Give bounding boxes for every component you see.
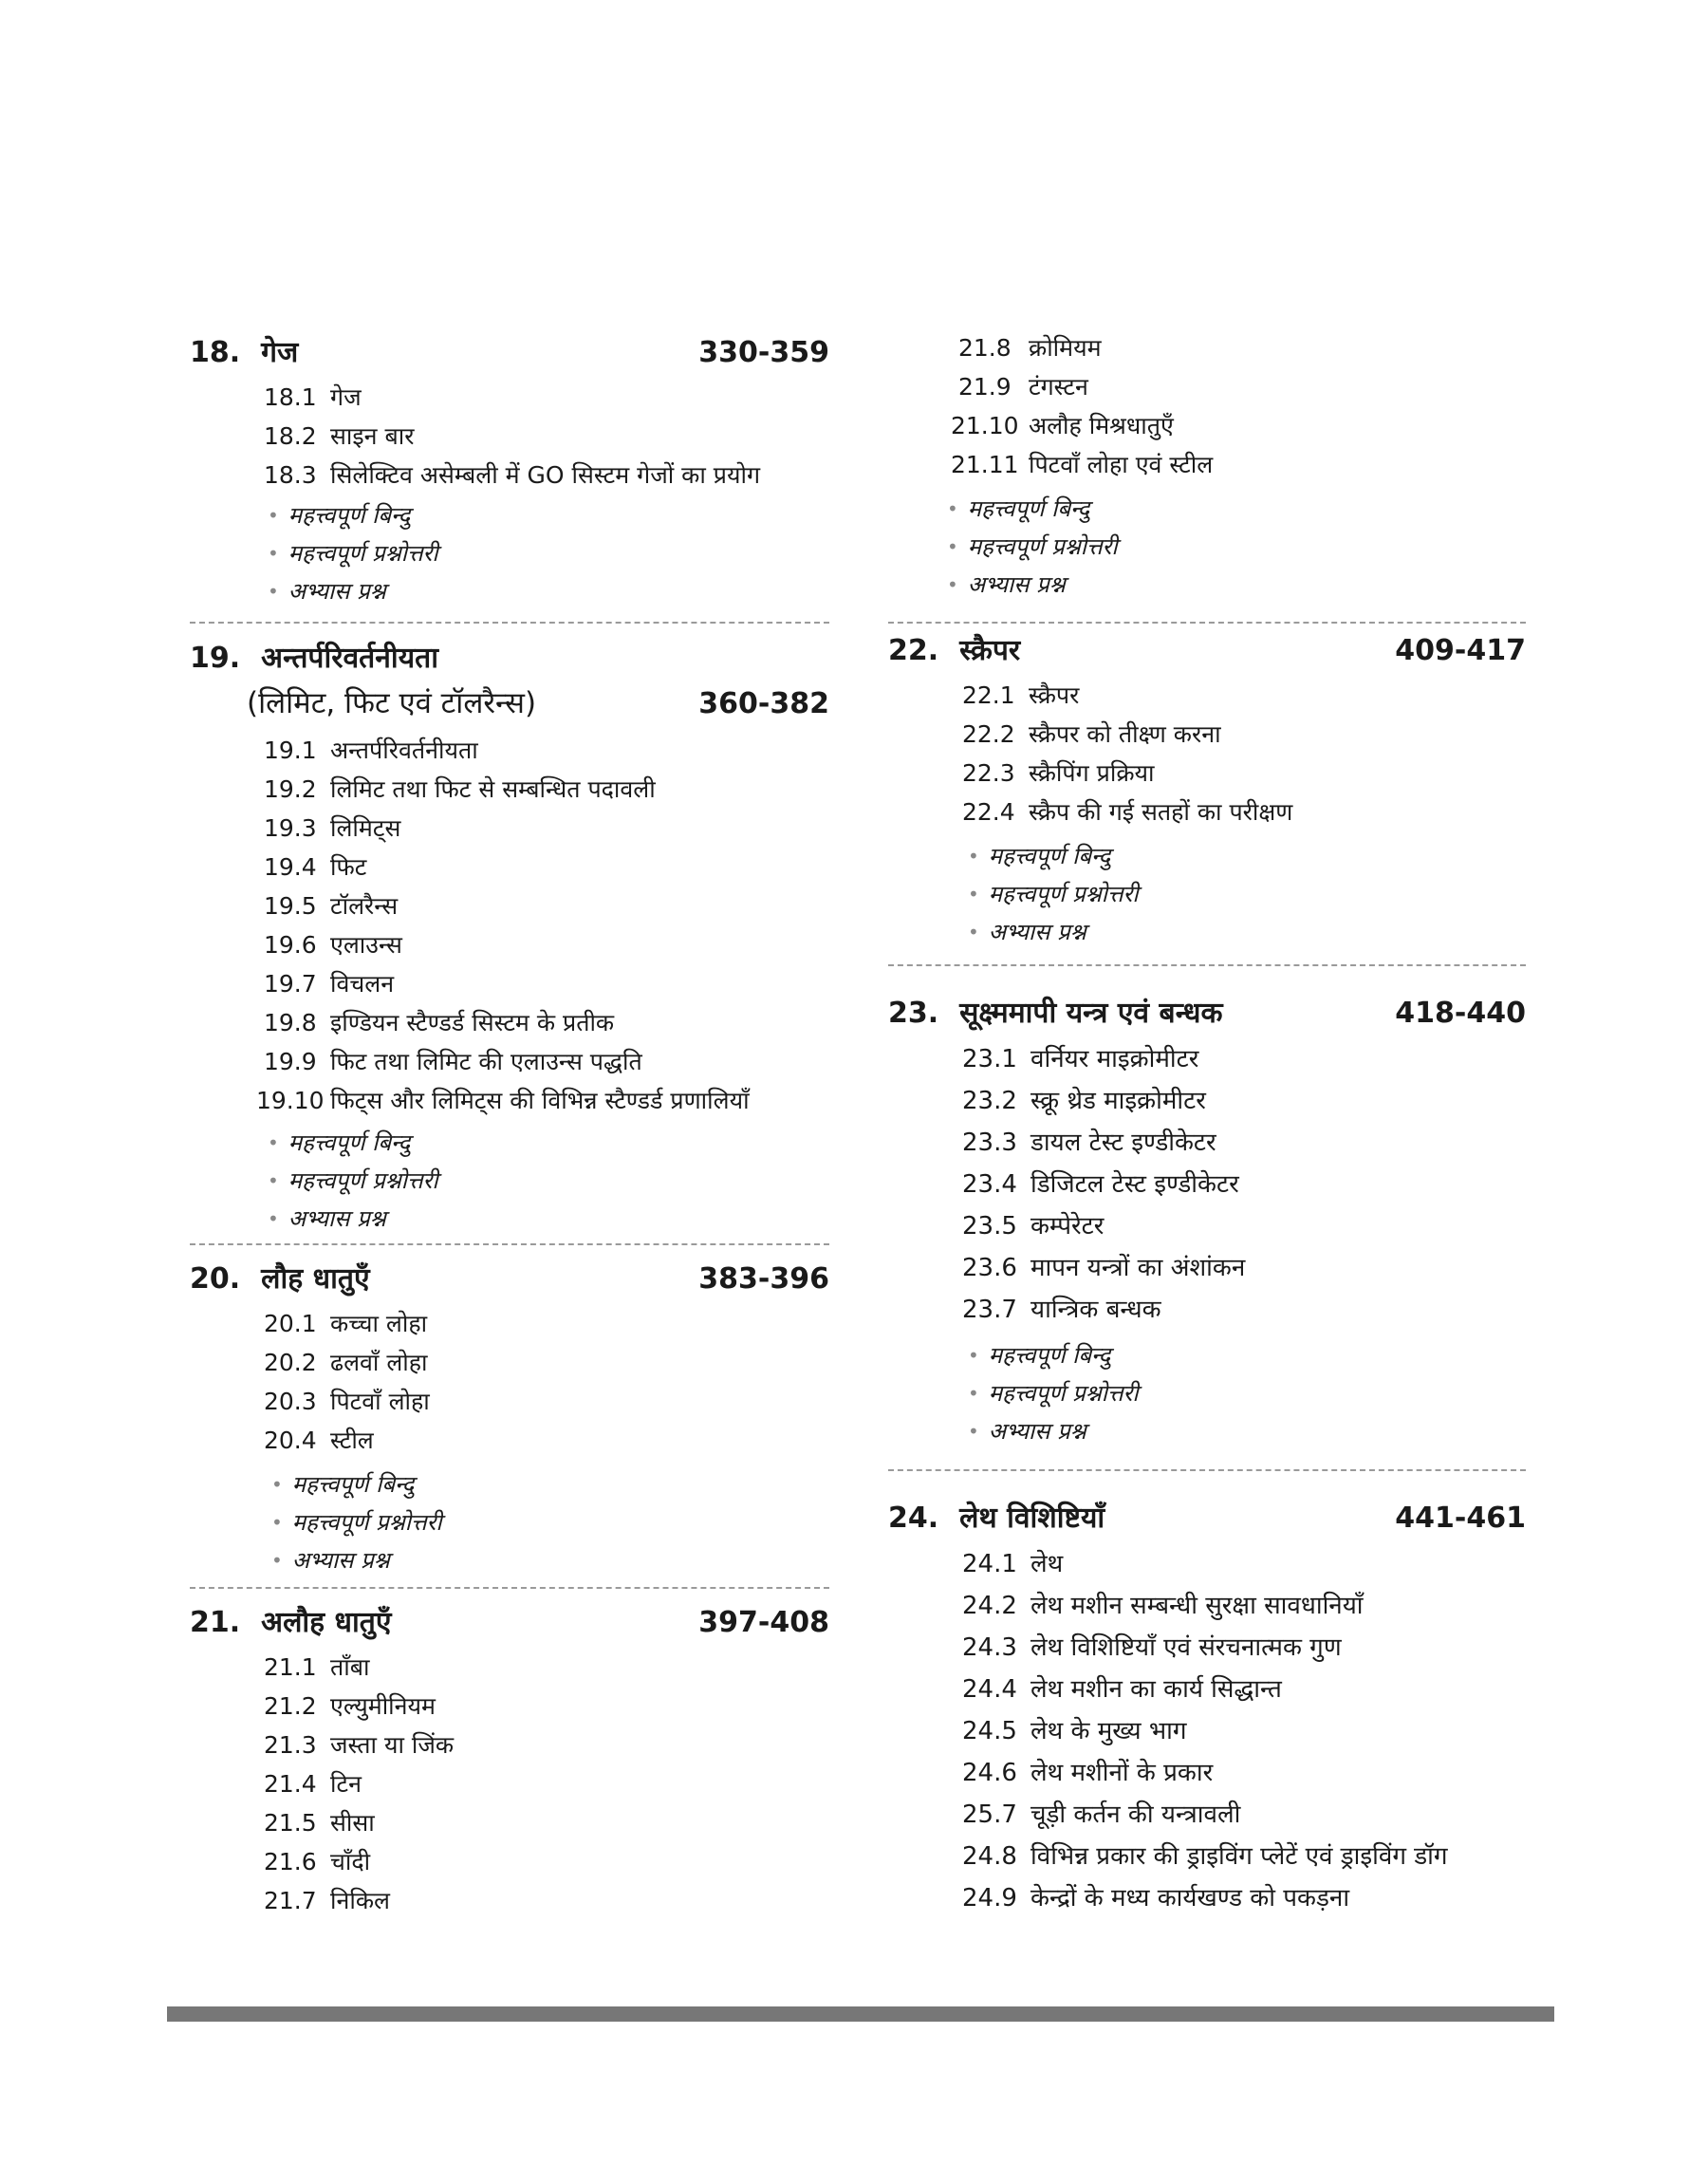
extra-label: अभ्यास प्रश्न: [291, 1547, 390, 1574]
section-item[interactable]: [264, 770, 829, 809]
section-item[interactable]: [264, 848, 829, 886]
section-number: 24.8: [962, 1842, 1017, 1871]
section-number: 19.9: [264, 1048, 317, 1075]
section-item[interactable]: [264, 1687, 829, 1726]
bullet-icon: •: [271, 1549, 283, 1572]
chapter-22: [888, 630, 1526, 951]
bullet-icon: •: [268, 580, 279, 603]
section-number: 23.5: [962, 1212, 1017, 1241]
section-number: 23.1: [962, 1045, 1017, 1073]
section-divider: [888, 622, 1526, 624]
section-title: लेथ: [1030, 1550, 1064, 1578]
extra-label: अभ्यास प्रश्न: [967, 571, 1066, 598]
extras-list: [888, 837, 1526, 951]
extra-label: महत्त्वपूर्ण प्रश्नोत्तरी: [988, 881, 1139, 907]
section-title: लिमिट्स: [330, 814, 401, 842]
section-title: फिट्स और लिमिट्स की विभिन्न स्टैण्डर्ड प्रणालियाँ: [330, 1087, 750, 1114]
section-item[interactable]: [962, 1038, 1526, 1080]
bullet-icon: •: [968, 921, 979, 943]
extra-item[interactable]: [268, 1200, 829, 1238]
section-title: अलौह मिश्रधातुएँ: [1029, 412, 1174, 439]
section-item[interactable]: [958, 328, 1526, 367]
section-title: स्टील: [330, 1427, 374, 1454]
bullet-icon: •: [968, 883, 979, 905]
chapter-number: 18.: [190, 336, 241, 369]
section-title: मापन यन्त्रों का अंशांकन: [1030, 1254, 1246, 1282]
section-number: 24.3: [962, 1633, 1017, 1662]
extra-item[interactable]: [268, 1124, 829, 1162]
section-item[interactable]: [264, 1421, 829, 1460]
bullet-icon: •: [947, 573, 958, 596]
section-number: 25.7: [962, 1801, 1017, 1829]
section-title: टॉलरैन्स: [330, 892, 399, 920]
extra-label: महत्त्वपूर्ण प्रश्नोत्तरी: [291, 1509, 442, 1536]
section-item[interactable]: [264, 731, 829, 770]
section-list: [888, 328, 1526, 484]
section-number: 24.9: [962, 1884, 1017, 1912]
section-item[interactable]: [264, 925, 829, 964]
chapter-title: अलौह धातुएँ: [261, 1606, 392, 1639]
section-number: 24.1: [962, 1550, 1017, 1578]
section-item[interactable]: [958, 367, 1526, 406]
chapter-24: [888, 1498, 1526, 1919]
chapter-21: [190, 1602, 829, 1920]
section-title: लेथ मशीन सम्बन्धी सुरक्षा सावधानियाँ: [1030, 1592, 1364, 1620]
bullet-icon: •: [968, 1344, 979, 1367]
section-item[interactable]: [962, 1543, 1526, 1585]
section-item[interactable]: [264, 1382, 829, 1421]
chapter-18: [190, 332, 829, 610]
section-number: 20.4: [264, 1427, 317, 1454]
section-title: स्क्रैपर को तीक्ष्ण करना: [1029, 720, 1221, 748]
section-title: कच्चा लोहा: [330, 1310, 428, 1337]
section-divider: [190, 1587, 829, 1589]
chapter-heading[interactable]: [888, 1498, 1526, 1539]
section-number: 23.6: [962, 1254, 1017, 1282]
extra-item[interactable]: [271, 1503, 829, 1541]
section-item[interactable]: [962, 1289, 1526, 1331]
chapter-pages: 397-408: [698, 1606, 829, 1639]
section-number: 24.4: [962, 1675, 1017, 1704]
chapter-title: स्क्रैपर: [959, 634, 1021, 667]
extra-label: महत्त्वपूर्ण प्रश्नोत्तरी: [967, 533, 1118, 560]
extra-item[interactable]: [968, 875, 1526, 913]
section-number: 19.2: [264, 775, 317, 803]
section-item[interactable]: [951, 445, 1526, 484]
section-item[interactable]: [962, 1080, 1526, 1122]
section-list: [888, 676, 1526, 831]
chapter-heading[interactable]: [190, 332, 829, 374]
section-number: 23.7: [962, 1296, 1017, 1324]
section-title: टिन: [330, 1770, 362, 1798]
section-item[interactable]: [264, 1842, 829, 1881]
section-divider: [190, 1243, 829, 1245]
section-item[interactable]: [962, 1794, 1526, 1836]
chapter-pages: 441-461: [1395, 1502, 1526, 1535]
section-title: स्क्रू थ्रेड माइक्रोमीटर: [1030, 1087, 1206, 1115]
section-number: 22.3: [962, 759, 1015, 787]
chapter-title: लौह धातुएँ: [261, 1262, 370, 1296]
chapter-19: [190, 638, 829, 1238]
section-number: 18.3: [264, 461, 317, 489]
section-item[interactable]: [962, 793, 1526, 831]
chapter-title: लेथ विशिष्टियाँ: [959, 1502, 1105, 1535]
chapter-number: 20.: [190, 1262, 241, 1296]
chapter-subheading: [190, 680, 829, 727]
section-divider: [888, 1469, 1526, 1471]
section-item[interactable]: [264, 1304, 829, 1343]
bullet-icon: •: [268, 1131, 279, 1154]
extra-label: महत्त्वपूर्ण प्रश्नोत्तरी: [988, 1380, 1139, 1407]
section-item[interactable]: [962, 1247, 1526, 1289]
extra-item[interactable]: [268, 572, 829, 610]
section-title: एलाउन्स: [330, 931, 402, 959]
section-title: सीसा: [330, 1809, 375, 1837]
section-number: 21.8: [958, 334, 1012, 362]
section-item[interactable]: [264, 456, 829, 494]
extra-item[interactable]: [268, 496, 829, 534]
chapter-title: गेज: [261, 336, 299, 369]
section-title: लेथ मशीन का कार्य सिद्धान्त: [1030, 1675, 1282, 1704]
chapter-heading[interactable]: [888, 993, 1526, 1035]
section-divider: [888, 964, 1526, 966]
section-number: 21.6: [264, 1848, 317, 1875]
chapter-subtitle: (लिमिट, फिट एवं टॉलरैन्स): [247, 686, 537, 720]
chapter-heading[interactable]: [190, 1259, 829, 1300]
bullet-icon: •: [268, 1207, 279, 1230]
section-number: 21.4: [264, 1770, 317, 1798]
section-title: लेथ मशीनों के प्रकार: [1030, 1759, 1214, 1787]
section-title: टंगस्टन: [1029, 373, 1088, 401]
section-title: ताँबा: [330, 1653, 370, 1681]
section-title: इण्डियन स्टैण्डर्ड सिस्टम के प्रतीक: [330, 1009, 615, 1036]
chapter-23: [888, 993, 1526, 1450]
chapter-21-continued: [888, 328, 1526, 604]
extra-label: अभ्यास प्रश्न: [988, 1418, 1086, 1445]
bullet-icon: •: [968, 845, 979, 868]
chapter-20: [190, 1259, 829, 1579]
extra-label: महत्त्वपूर्ण बिन्दु: [988, 843, 1111, 869]
section-item[interactable]: [962, 1836, 1526, 1877]
extras-list: [888, 490, 1526, 604]
section-title: केन्द्रों के मध्य कार्यखण्ड को पकड़ना: [1030, 1884, 1350, 1912]
section-title: यान्त्रिक बन्धक: [1030, 1296, 1161, 1324]
extra-label: महत्त्वपूर्ण प्रश्नोत्तरी: [288, 540, 438, 567]
section-number: 23.3: [962, 1129, 1017, 1157]
section-item[interactable]: [962, 1585, 1526, 1627]
bullet-icon: •: [268, 542, 279, 565]
section-number: 22.1: [962, 681, 1015, 709]
extra-item[interactable]: [968, 1336, 1526, 1374]
section-list: [190, 731, 829, 1120]
extras-list: [888, 1336, 1526, 1450]
section-title: लिमिट तथा फिट से सम्बन्धित पदावली: [330, 775, 656, 803]
section-number: 19.8: [264, 1009, 317, 1036]
section-item[interactable]: [962, 1669, 1526, 1710]
section-item[interactable]: [256, 1081, 829, 1120]
chapter-pages: 360-382: [698, 687, 829, 720]
section-number: 24.2: [962, 1592, 1017, 1620]
section-number: 20.2: [264, 1349, 317, 1376]
chapter-number: 19.: [190, 642, 241, 675]
section-number: 23.2: [962, 1087, 1017, 1115]
extra-label: महत्त्वपूर्ण बिन्दु: [288, 1129, 411, 1156]
extras-list: [190, 1465, 829, 1579]
section-title: गेज: [330, 383, 362, 411]
section-title: कम्पेरेटर: [1030, 1212, 1105, 1241]
section-item[interactable]: [962, 1752, 1526, 1794]
section-title: अन्तर्परिवर्तनीयता: [330, 737, 478, 764]
chapter-title: सूक्ष्ममापी यन्त्र एवं बन्धक: [959, 997, 1223, 1030]
section-divider: [190, 622, 829, 624]
section-item[interactable]: [962, 1122, 1526, 1164]
extras-list: [190, 1124, 829, 1238]
section-number: 21.10: [951, 412, 1019, 439]
section-title: एल्युमीनियम: [330, 1692, 436, 1720]
section-item[interactable]: [264, 1343, 829, 1382]
section-list: [190, 1648, 829, 1920]
section-number: 21.3: [264, 1731, 317, 1759]
extra-label: अभ्यास प्रश्न: [288, 1205, 386, 1232]
chapter-number: 23.: [888, 997, 939, 1030]
bullet-icon: •: [268, 1169, 279, 1192]
extra-item[interactable]: [947, 490, 1526, 528]
section-item[interactable]: [962, 1627, 1526, 1669]
section-list: [888, 1038, 1526, 1331]
section-item[interactable]: [264, 1042, 829, 1081]
extra-item[interactable]: [271, 1541, 829, 1579]
section-number: 21.5: [264, 1809, 317, 1837]
section-title: चूड़ी कर्तन की यन्त्रावली: [1030, 1801, 1241, 1829]
chapter-number: 24.: [888, 1502, 939, 1535]
section-title: निकिल: [330, 1887, 390, 1914]
section-title: विभिन्न प्रकार की ड्राइविंग प्लेटें एवं ड्राइविंग डॉग: [1030, 1842, 1448, 1871]
extra-item[interactable]: [947, 528, 1526, 566]
section-number: 21.2: [264, 1692, 317, 1720]
section-title: वर्नियर माइक्रोमीटर: [1030, 1045, 1199, 1073]
section-list: [190, 1304, 829, 1460]
section-title: लेथ विशिष्टियाँ एवं संरचनात्मक गुण: [1030, 1633, 1342, 1662]
section-title: स्क्रैप की गई सतहों का परीक्षण: [1029, 798, 1293, 826]
section-number: 19.7: [264, 970, 317, 998]
section-title: चाँदी: [330, 1848, 371, 1875]
section-number: 20.1: [264, 1310, 317, 1337]
chapter-pages: 418-440: [1395, 997, 1526, 1030]
section-title: पिटवाँ लोहा: [330, 1388, 430, 1415]
section-item[interactable]: [962, 754, 1526, 793]
section-title: क्रोमियम: [1029, 334, 1102, 362]
section-title: फिट तथा लिमिट की एलाउन्स पद्धति: [330, 1048, 642, 1075]
section-item[interactable]: [264, 964, 829, 1003]
extra-item[interactable]: [271, 1465, 829, 1503]
section-number: 24.5: [962, 1717, 1017, 1745]
chapter-number: 21.: [190, 1606, 241, 1639]
bullet-icon: •: [947, 497, 958, 520]
section-number: 22.4: [962, 798, 1015, 826]
chapter-pages: 330-359: [698, 336, 829, 369]
section-item[interactable]: [962, 676, 1526, 715]
section-number: 20.3: [264, 1388, 317, 1415]
bullet-icon: •: [968, 1382, 979, 1405]
section-number: 19.1: [264, 737, 317, 764]
section-item[interactable]: [264, 1881, 829, 1920]
bullet-icon: •: [947, 535, 958, 558]
chapter-heading[interactable]: [190, 1602, 829, 1644]
chapter-pages: 409-417: [1395, 634, 1526, 667]
section-title: विचलन: [330, 970, 395, 998]
section-title: स्क्रैपिंग प्रक्रिया: [1029, 759, 1155, 787]
section-item[interactable]: [264, 378, 829, 417]
footer-rule: [167, 2006, 1554, 2022]
section-title: सिलेक्टिव असेम्बली में GO सिस्टम गेजों का प्रयोग: [330, 461, 761, 489]
section-number: 19.4: [264, 853, 317, 881]
section-item[interactable]: [962, 1710, 1526, 1752]
section-item[interactable]: [264, 1726, 829, 1764]
section-title: डिजिटल टेस्ट इण्डीकेटर: [1030, 1170, 1239, 1199]
bullet-icon: •: [271, 1511, 283, 1534]
section-item[interactable]: [962, 1205, 1526, 1247]
section-number: 21.11: [951, 451, 1019, 478]
section-number: 18.1: [264, 383, 317, 411]
extra-label: अभ्यास प्रश्न: [988, 919, 1086, 945]
section-title: जस्ता या जिंक: [330, 1731, 455, 1759]
section-number: 19.3: [264, 814, 317, 842]
bullet-icon: •: [968, 1420, 979, 1443]
section-list: [190, 378, 829, 494]
section-number: 24.6: [962, 1759, 1017, 1787]
section-number: 18.2: [264, 422, 317, 450]
section-title: ढलवाँ लोहा: [330, 1349, 428, 1376]
extra-item[interactable]: [968, 913, 1526, 951]
section-title: फिट: [330, 853, 367, 881]
section-item[interactable]: [264, 809, 829, 848]
section-title: स्क्रैपर: [1029, 681, 1080, 709]
section-title: डायल टेस्ट इण्डीकेटर: [1030, 1129, 1216, 1157]
section-number: 19.5: [264, 892, 317, 920]
extras-list: [190, 496, 829, 610]
bullet-icon: •: [271, 1473, 283, 1496]
extra-label: महत्त्वपूर्ण बिन्दु: [988, 1342, 1111, 1369]
section-number: 21.7: [264, 1887, 317, 1914]
section-number: 19.10: [256, 1087, 325, 1114]
section-item[interactable]: [264, 1764, 829, 1803]
extra-label: महत्त्वपूर्ण बिन्दु: [291, 1471, 415, 1498]
section-item[interactable]: [264, 1648, 829, 1687]
extra-item[interactable]: [268, 1162, 829, 1200]
section-item[interactable]: [962, 1164, 1526, 1205]
extra-label: अभ्यास प्रश्न: [288, 578, 386, 605]
chapter-pages: 383-396: [698, 1262, 829, 1296]
extra-item[interactable]: [968, 1412, 1526, 1450]
section-item[interactable]: [264, 417, 829, 456]
chapter-number: 22.: [888, 634, 939, 667]
section-number: 21.9: [958, 373, 1012, 401]
section-title: लेथ के मुख्य भाग: [1030, 1717, 1187, 1745]
section-item[interactable]: [264, 886, 829, 925]
extra-item[interactable]: [268, 534, 829, 572]
extra-label: महत्त्वपूर्ण प्रश्नोत्तरी: [288, 1167, 438, 1194]
extra-label: महत्त्वपूर्ण बिन्दु: [967, 495, 1090, 522]
section-number: 23.4: [962, 1170, 1017, 1199]
section-title: पिटवाँ लोहा एवं स्टील: [1029, 451, 1214, 478]
extra-label: महत्त्वपूर्ण बिन्दु: [288, 502, 411, 529]
section-title: साइन बार: [330, 422, 415, 450]
section-item[interactable]: [264, 1803, 829, 1842]
chapter-heading[interactable]: [888, 630, 1526, 672]
section-item[interactable]: [951, 406, 1526, 445]
section-number: 21.1: [264, 1653, 317, 1681]
chapter-title: अन्तर्परिवर्तनीयता: [261, 642, 438, 675]
chapter-heading[interactable]: [190, 638, 829, 680]
extra-item[interactable]: [947, 566, 1526, 604]
extra-item[interactable]: [968, 1374, 1526, 1412]
section-item[interactable]: [264, 1003, 829, 1042]
extra-item[interactable]: [968, 837, 1526, 875]
section-number: 22.2: [962, 720, 1015, 748]
section-list: [888, 1543, 1526, 1919]
section-number: 19.6: [264, 931, 317, 959]
section-item[interactable]: [962, 715, 1526, 754]
section-item[interactable]: [962, 1877, 1526, 1919]
bullet-icon: •: [268, 504, 279, 527]
